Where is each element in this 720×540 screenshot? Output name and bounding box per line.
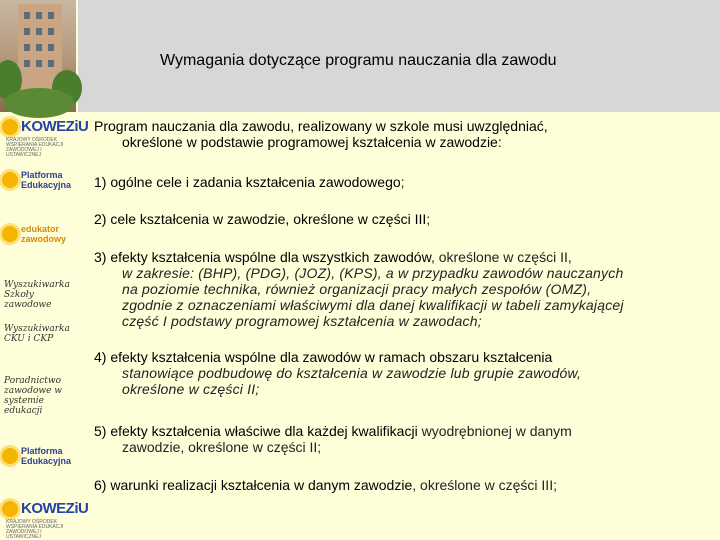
list-item-2: 2) cele kształcenia w zawodzie, określone w części III; (94, 211, 431, 227)
list-item-3: 3) efekty kształcenia wspólne dla wszystkich zawodów, określone w części II, w zakresie: (BHP), (PDG), (JOZ), (KPS), a w przypadku zawodów nauczanych na poziomie technika, również organizacji pracy małych zespołów (OMZ), zgodnie z oznaczeniami właściwymi dla danej kwalifikacji w tabeli zamykającej część I podstawy programowej kształcenia w zawodach; (94, 249, 624, 329)
sun-icon (2, 448, 18, 464)
sun-icon (2, 501, 18, 517)
list-item-6: 6) warunki realizacji kształcenia w danym zawodzie, określone w części III; (94, 477, 557, 493)
sun-icon (2, 119, 18, 135)
platforma-edukacyjna-logo[interactable]: Platforma Edukacyjna (2, 170, 76, 190)
wyszukiwarka-cku-logo[interactable]: Wyszukiwarka CKU i CKP (4, 324, 70, 344)
sidebar (0, 0, 89, 540)
kowezu-logo[interactable]: KOWEZiU (2, 118, 76, 135)
list-item-5: 5) efekty kształcenia właściwe dla każdej kwalifikacji wyodrębnionej w danym zawodzie, określone w części II; (94, 423, 572, 455)
building-photo (0, 0, 76, 112)
wyszukiwarka-szkoly-logo[interactable]: Wyszukiwarka Szkoły zawodowe (4, 280, 70, 310)
list-item-4: 4) efekty kształcenia wspólne dla zawodów w ramach obszaru kształcenia stanowiące podbudowę do kształcenia w zawodzie lub grupie zawodów, określone w części II; (94, 349, 582, 397)
kowezu-caption: KRAJOWY OŚRODEK WSPIERANIA EDUKACJI ZAWODOWEJ I USTAWICZNEJ (6, 137, 64, 158)
edukator-zawodowy-logo[interactable]: edukator zawodowy (2, 224, 76, 244)
slide-title: Wymagania dotyczące programu nauczania dla zawodu (160, 52, 557, 69)
kowezu-caption-2: KRAJOWY OŚRODEK WSPIERANIA EDUKACJI ZAWODOWEJ I USTAWICZNEJ (6, 519, 64, 540)
poradnictwo-zawodowe-logo[interactable]: Poradnictwo zawodowe w systemie edukacji (4, 376, 63, 416)
kowezu-logo-2[interactable]: KOWEZiU (2, 500, 76, 517)
sun-icon (2, 172, 18, 188)
sun-icon (2, 226, 18, 242)
platforma-edukacyjna-logo-2[interactable]: Platforma Edukacyjna (2, 446, 76, 466)
list-item-1: 1) ogólne cele i zadania kształcenia zawodowego; (94, 174, 405, 190)
intro-paragraph: Program nauczania dla zawodu, realizowany w szkole musi uwzględniać, określone w podstawie programowej kształcenia w zawodzie: (94, 118, 548, 150)
